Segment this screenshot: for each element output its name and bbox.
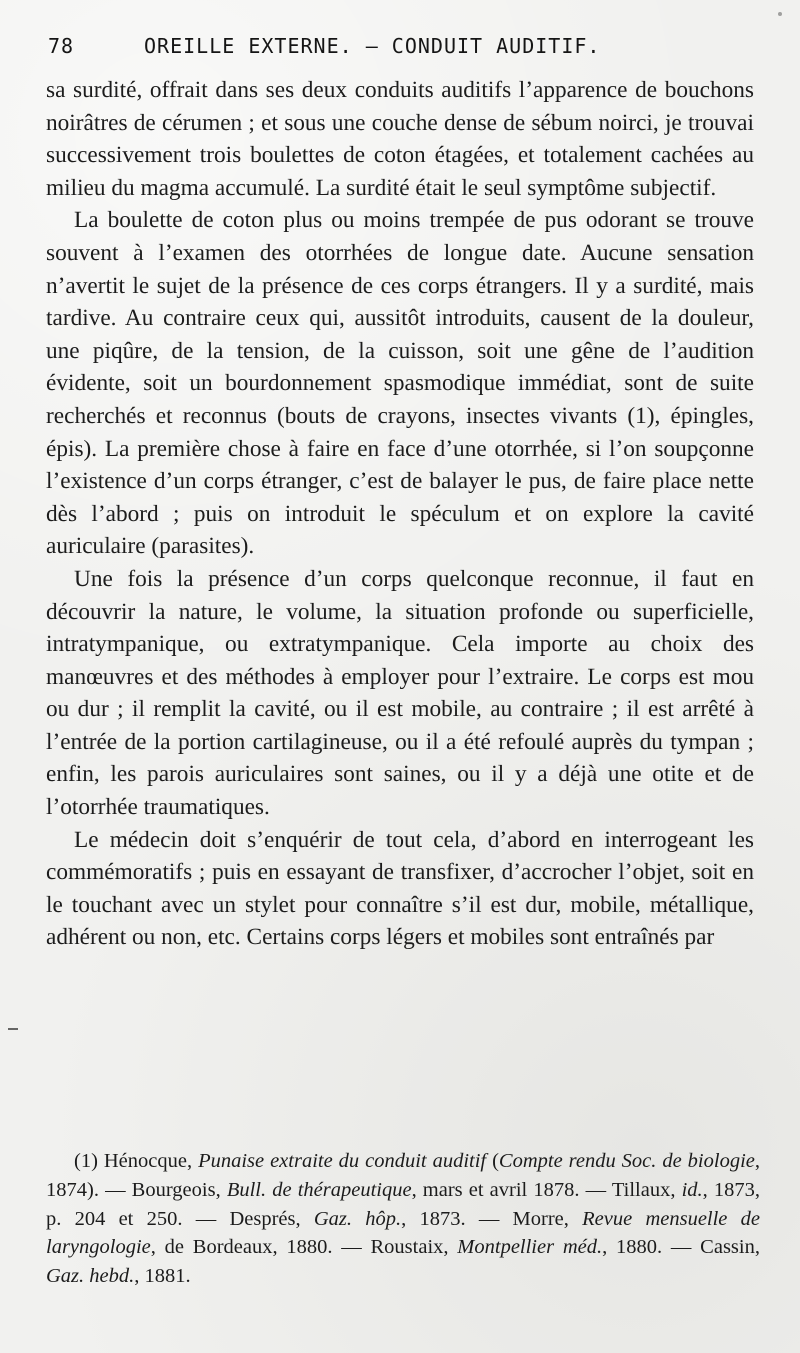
footnote-text: (1) Hénocque, [74,1150,199,1172]
paragraph-3: Une fois la présence d’un corps quelconque reconnue, il faut en découvrir la nature, le volume, la situation profonde ou superficielle, intratympanique, ou extratympanique. Cela importe au choix des manœuvres et des méthodes à employer pour l’extraire. Le corps est mou ou dur ; il remplit la cavité, ou il est mobile, au contraire ; il est arrêté à l’entrée de la portion cartilagineuse, ou il a été refoulé auprès du tympan ; enfin, les parois auriculaires sont saines, ou il y a déjà une otite et de l’otorrhée traumatiques. [46,565,754,821]
footnote-italic: Punaise extraite du conduit auditif [198,1150,487,1172]
footnote-italic: Compte rendu Soc. de biologie [498,1150,755,1172]
footnote-italic: Gaz. hôp. [313,1207,402,1230]
footnote-italic: id. [681,1178,703,1201]
footnote-italic: Revue mensuelle de laryngologie [46,1207,760,1259]
footnote-italic: Bull. de thérapeutique [226,1178,412,1201]
footnote-text: , de Bordeaux, 1880. — Roustaix, [150,1236,458,1259]
footnote-text: ( [486,1150,499,1172]
main-text [46,74,754,954]
paragraph-4: Le médecin doit s’enquérir de tout cela, d’abord en interrogeant les commémoratifs ; puis en essayant de transfixer, d’accrocher l’objet, soit en le touchant avec un stylet pour connaître s’il est dur, mobile, métallique, adhérent ou non, etc. Certains corps légers et mobiles sont entraînés par [46,826,754,951]
footnote-text: , mars et avril 1878. — Tillaux, [411,1178,682,1201]
footnote-text: , 1873, p. 204 et 250. — Després, [46,1178,761,1230]
footnote-text: , 1874). — Bourgeois, [46,1150,760,1201]
footnote-text: , 1881. [134,1265,191,1288]
footnote-1 [46,1147,760,1291]
ink-speck [778,12,782,16]
footnote-text: , 1880. — Cassin, [602,1236,760,1259]
running-head: OREILLE EXTERNE. — CONDUIT AUDITIF. [144,34,601,58]
footnote-italic: Gaz. hebd. [46,1265,135,1288]
footnotes [46,1147,760,1291]
margin-mark [8,1028,18,1030]
paragraph-1: sa surdité, offrait dans ses deux conduits auditifs l’apparence de bouchons noirâtres de cérumen ; et sous une couche dense de sébum noirci, je trouvai successivement trois boulettes de coton étagées, et totalement cachées au milieu du magma accumulé. La surdité était le seul symptôme subjectif. [46,77,754,201]
page-header [48,32,768,64]
paragraph-2: La boulette de coton plus ou moins trempée de pus odorant se trouve souvent à l’examen des otorrhées de longue date. Aucune sensation n’avertit le sujet de la présence de ces corps étrangers. Il y a surdité, mais tardive. Au contraire ceux qui, aussitôt introduits, causent de la douleur, une piqûre, de la tension, de la cuisson, soit une gêne de l’audition évidente, soit un bourdonnement spasmodique immédiat, sont de suite recherchés et reconnus (bouts de crayons, insectes vivants (1), épingles, épis). La première chose à faire en face d’une otorrhée, si l’on soupçonne l’existence d’un corps étranger, c’est de balayer le pus, de faire place nette dès l’abord ; puis on introduit le spéculum et on explore la cavité auriculaire (parasites). [46,207,754,560]
footnote-italic: Montpellier méd. [457,1236,603,1259]
footnote-text: , 1873. — Morre, [401,1207,583,1230]
page-number: 78 [48,34,75,58]
